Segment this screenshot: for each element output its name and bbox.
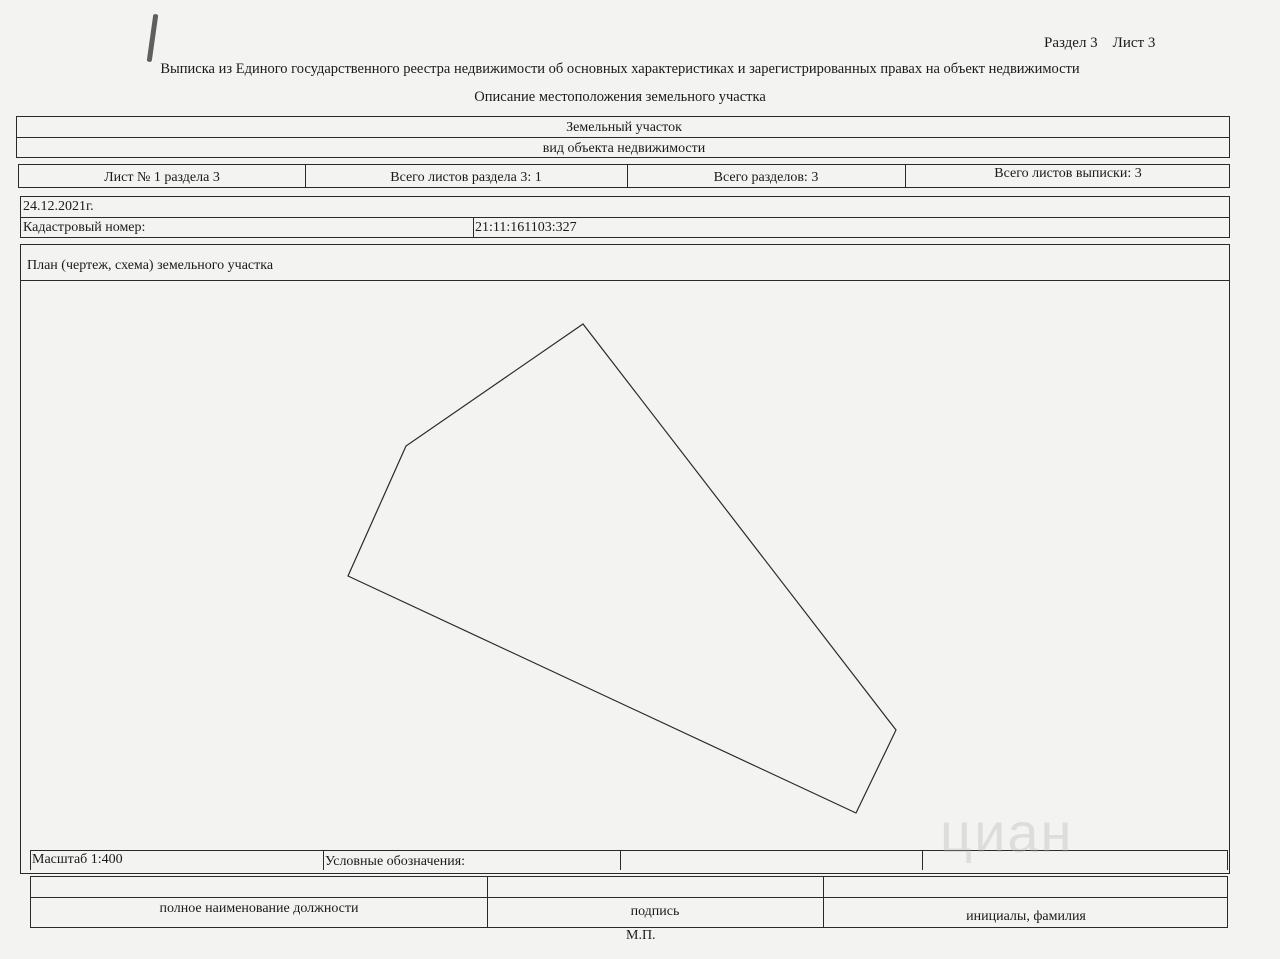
document-title: Выписка из Единого государственного реестра недвижимости об основных характеристиках и зарегистрированных правах на объект недвижимости xyxy=(160,61,1080,77)
signature-table xyxy=(30,876,1228,928)
total-sheets-extract: Всего листов выписки: 3 xyxy=(994,166,1142,181)
record-date: 24.12.2021г. xyxy=(23,199,94,214)
section-sheet-label: Раздел 3 Лист 3 xyxy=(1044,35,1156,51)
cadastral-label: Кадастровый номер: xyxy=(23,220,146,235)
total-sections: Всего разделов: 3 xyxy=(713,170,819,185)
plan-title: План (чертеж, схема) земельного участка xyxy=(27,258,274,273)
legend-label: Условные обозначения: xyxy=(325,854,466,869)
land-plot-polygon xyxy=(348,324,896,813)
signature-caption: подпись xyxy=(630,904,680,919)
object-type-value: Земельный участок xyxy=(566,120,682,135)
total-sheets-section: Всего листов раздела 3: 1 xyxy=(390,170,542,185)
name-caption: инициалы, фамилия xyxy=(966,909,1086,924)
stamp-label: М.П. xyxy=(626,928,656,943)
sheet-of-section: Лист № 1 раздела 3 xyxy=(104,170,220,185)
position-caption: полное наименование должности xyxy=(159,901,359,916)
cadastral-number: 21:11:161103:327 xyxy=(475,220,577,235)
document-subtitle: Описание местоположения земельного участка xyxy=(474,89,766,105)
cian-watermark: циан xyxy=(940,801,1074,864)
scale-label: Масштаб 1:400 xyxy=(32,852,123,867)
object-type-caption: вид объекта недвижимости xyxy=(542,141,706,156)
